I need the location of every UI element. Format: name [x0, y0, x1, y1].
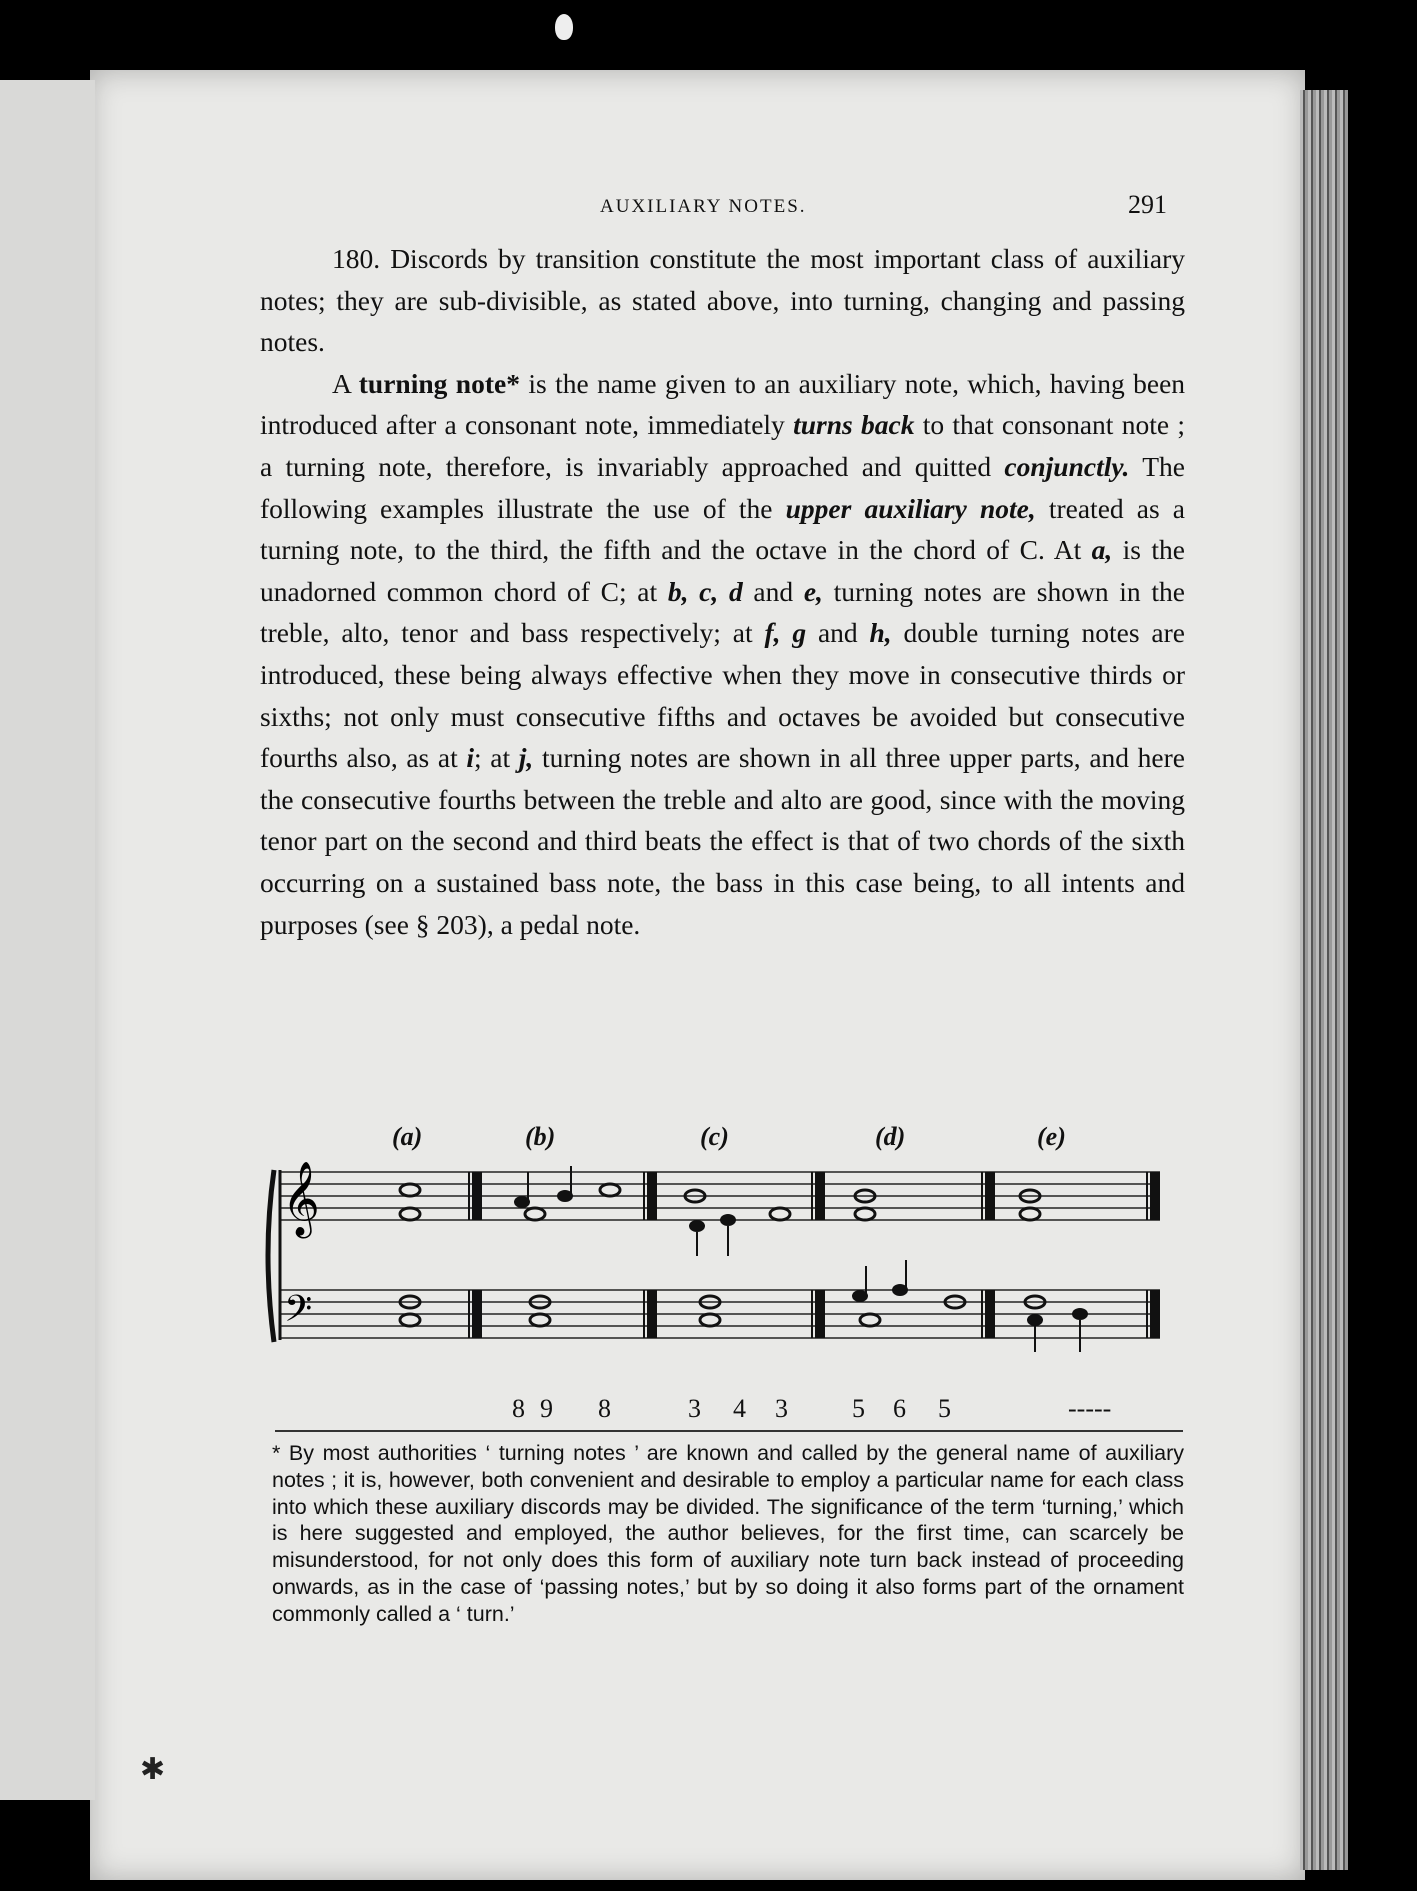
- figure: 3: [688, 1394, 701, 1423]
- emph-letter: a,: [1091, 534, 1113, 566]
- text-run: and: [806, 617, 870, 649]
- paragraph-turning-note: [260, 363, 1185, 945]
- example-labels: [0, 1122, 1417, 1162]
- example-label-c: (c): [700, 1122, 729, 1151]
- text-run: is the name given to an auxiliary note, which, having been introduced after a consonant note, immediately: [260, 367, 1186, 441]
- text-run: A: [332, 367, 359, 399]
- text-run: double turning notes are introduced, these being always effective when they move in consecutive thirds or sixths; not only must consecutive fifths and octaves be avoided but consecutive fourths also, as at: [260, 617, 1185, 774]
- figure: 6: [893, 1394, 906, 1423]
- example-label-b: (b): [525, 1122, 556, 1151]
- text-run: turning notes are shown in the treble, alto, tenor and bass respectively; at: [260, 575, 1185, 649]
- emph-upper-auxiliary: upper auxiliary note,: [785, 492, 1036, 524]
- running-head: AUXILIARY NOTES.: [600, 196, 807, 217]
- music-example: [260, 1162, 1190, 1422]
- figure: 8: [512, 1394, 525, 1423]
- emph-letter: f, g: [764, 617, 807, 649]
- scan-mark: [555, 14, 573, 40]
- term-turning-note: turning note*: [358, 367, 520, 399]
- figure: 5: [938, 1394, 951, 1423]
- figure: -----: [1068, 1394, 1112, 1423]
- figured-numbers: [0, 1394, 1417, 1430]
- ink-smudge: ✱: [140, 1753, 166, 1786]
- quarter-notes: [514, 1190, 1088, 1326]
- bass-clef-icon: 𝄢: [284, 1288, 313, 1339]
- treble-clef-icon: 𝄞: [282, 1162, 320, 1236]
- text-run: The following examples illustrate the use of the: [260, 450, 1185, 524]
- emph-letter: h,: [869, 617, 892, 649]
- figure: 5: [852, 1394, 865, 1423]
- note-stems: [528, 1166, 1080, 1352]
- page-stack-edge: [1300, 90, 1348, 1870]
- text-run: to that consonant note ; a turning note, therefore, is invariably approached and quitted: [260, 409, 1185, 482]
- text-run: and: [742, 575, 804, 607]
- example-label-d: (d): [875, 1122, 906, 1151]
- example-label-e: (e): [1037, 1122, 1066, 1151]
- footnote-rule: [275, 1430, 1183, 1432]
- emph-letter: b, c, d: [667, 575, 743, 607]
- footnote: * By most authorities ‘ turning notes ’ are known and called by the general name of auxiliary notes ; it is, however, both convenient and desirable to employ a particular name for each class into which these auxiliary discords may be divided. The significance of the term ‘turning,’ which is here suggested and employed, the author believes, for the first time, can scarcely be misunderstood, for not only does this form of auxiliary note turn back instead of proceeding onwards, as in the case of ‘passing notes,’ but by so doing it also forms part of the ornament commonly called a ‘ turn.’: [272, 1441, 1184, 1626]
- emph-conjunctly: conjunctly.: [1004, 450, 1130, 482]
- paragraph-180: 180. Discords by transition constitute the most important class of auxiliary notes; they are sub-divisible, as stated above, into turning, changing and passing notes.: [260, 243, 1185, 358]
- page-number: 291: [1128, 190, 1167, 219]
- whole-notes: [400, 1184, 1045, 1326]
- text-run: is the unadorned common chord of C; at: [260, 534, 1185, 607]
- text-run: treated as a turning note, to the third, the fifth and the octave in the chord of C. At: [260, 492, 1186, 566]
- figure: 8: [598, 1394, 611, 1423]
- text-run: ; at: [474, 742, 519, 774]
- figure: 9: [540, 1394, 553, 1423]
- facing-page-edge: [0, 80, 95, 1800]
- example-label-a: (a): [392, 1122, 423, 1151]
- emph-letter: i: [466, 742, 475, 774]
- emph-letter: e,: [803, 575, 823, 607]
- figure: 4: [733, 1394, 746, 1423]
- page-header: [0, 190, 1417, 230]
- emph-letter: j,: [518, 742, 534, 774]
- figure: 3: [775, 1394, 788, 1423]
- text-run: turning notes are shown in all three upper parts, and here the consecutive fourths between the treble and alto are good, since with the moving tenor part on the second and third beats the effect is that of two chords of the sixth occurring on a sustained bass note, the bass in this case being, to all intents and purposes (see § 203), a pedal note.: [260, 742, 1185, 940]
- brace-icon: [268, 1170, 274, 1342]
- emph-turns-back: turns back: [793, 409, 915, 441]
- body-text: [260, 238, 1185, 945]
